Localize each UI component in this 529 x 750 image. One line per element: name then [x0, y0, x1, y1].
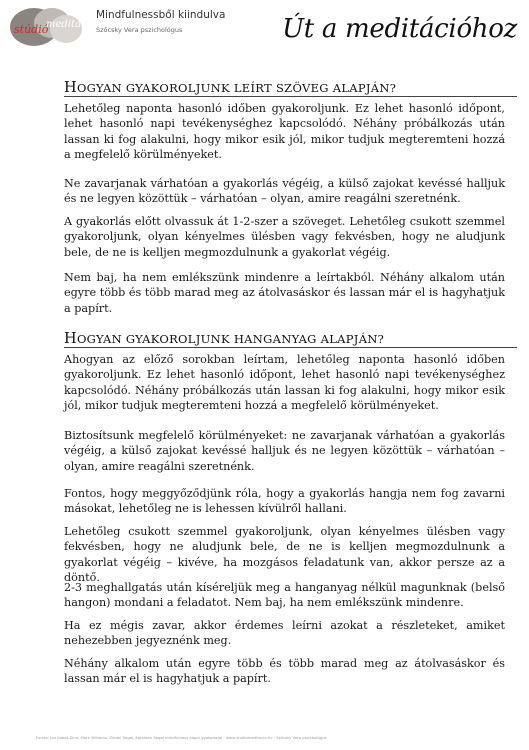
- paragraph: Lehetőleg csukott szemmel gyakoroljunk, olyan kényelmes ülésben vagy fekvésben, hogy ne aludjunk bele, de ne is kelljen megmozdulnunk a gyakorlat végéig – kivéve, ha mozgásos feladatunk van, akkor persze az a döntő.: [64, 525, 505, 584]
- section-title-audio: [64, 331, 384, 347]
- section-title-rest: OGYAN GYAKOROLJUNK HANGANYAG ALAPJÁN?: [76, 332, 385, 346]
- paragraph: Néhány alkalom után egyre több és több marad meg az átolvasáskor és lassan már el is hagyhatjuk a papírt.: [64, 657, 505, 686]
- svg-text:meditáció: meditáció: [46, 19, 96, 30]
- section-divider: [64, 347, 517, 348]
- page-header: [0, 0, 529, 58]
- paragraph: 2-3 meghallgatás után kíséreljük meg a hanganyag nélkül magunknak (belső hangon) mondani a feladatot. Nem baj, ha nem emlékszünk mindenre.: [64, 581, 505, 610]
- section-title-rest: OGYAN GYAKOROLJUNK LEÍRT SZÖVEG ALAPJÁN?: [76, 81, 397, 95]
- section-title-initial: H: [64, 80, 77, 96]
- studio-meditacio-logo: [8, 5, 96, 49]
- paragraph: A gyakorlás előtt olvassuk át 1-2-szer a szöveget. Lehetőleg csukott szemmel gyakoroljunk, olyan kényelmes ülésben vagy fekvésben, hogy ne aludjunk bele, de ne is kelljen megmozdulnunk a gyakorlat végéig.: [64, 215, 505, 259]
- brand-subtitle: Szőcsky Vera pszichológus: [96, 26, 183, 34]
- paragraph: Ne zavarjanak várhatóan a gyakorlás végéig, a külső zajokat kevéssé halljuk és ne legyen közöttük – várhatóan – olyan, amire reagálni szeretnénk.: [64, 177, 505, 206]
- section-title-written-text: [64, 80, 396, 96]
- section-title-initial: H: [64, 331, 77, 347]
- section-divider: [64, 96, 517, 97]
- paragraph: Nem baj, ha nem emlékszünk mindenre a leírtakból. Néhány alkalom után egyre több és több marad meg az átolvasáskor és lassan már el is hagyhatjuk a papírt.: [64, 271, 505, 315]
- footer-text: Forrás: Jon Kabat-Zinn, Mark Williams, Zindel Segal, Kathleen Segal mindfulness alapú gyakorlatai · www.studiomeditacio.hu · Szőcsky Vera pszichológus: [36, 735, 327, 740]
- page-title: Út a meditációhoz: [282, 14, 517, 44]
- brand-name: Mindfulnessből kiindulva: [96, 9, 226, 21]
- paragraph: Lehetőleg naponta hasonló időben gyakoroljunk. Ez lehet hasonló időpont, lehet hasonló napi tevékenységhez kapcsolódó. Néhány próbálkozás után lassan ki fog alakulni, hogy mikor esik jól, mikor tudjuk megteremteni hozzá a megfelelő körülményeket.: [64, 102, 505, 161]
- svg-text:stúdió: stúdió: [14, 23, 49, 36]
- paragraph: Ha ez mégis zavar, akkor érdemes leírni azokat a részleteket, amiket nehezebben jegyeznénk meg.: [64, 619, 505, 648]
- paragraph: Fontos, hogy meggyőződjünk róla, hogy a gyakorlás hangja nem fog zavarni másokat, lehetőleg ne is lehessen kívülről hallani.: [64, 487, 505, 516]
- paragraph: Ahogyan az előző sorokban leírtam, lehetőleg naponta hasonló időben gyakoroljunk. Ez lehet hasonló időpont, lehet hasonló napi tevékenységhez kapcsolódó. Néhány próbálkozás után lassan ki fog alakulni, hogy mikor esik jól, mikor tudjuk megteremteni hozzá a megfelelő körülményeket.: [64, 353, 505, 412]
- paragraph: Biztosítsunk megfelelő körülményeket: ne zavarjanak várhatóan a gyakorlás végéig, a külső zajokat kevéssé halljuk és ne legyen közöttük – várhatóan – olyan, amire reagálni szeretnénk.: [64, 429, 505, 473]
